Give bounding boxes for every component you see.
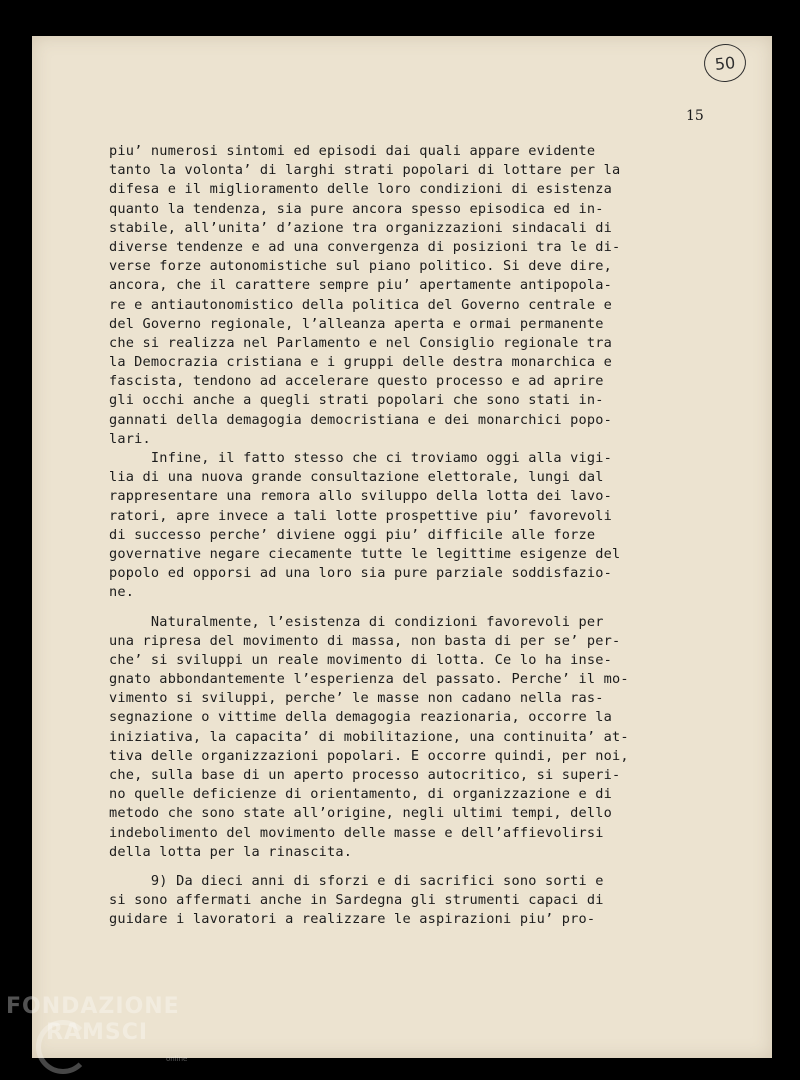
paragraph-gap xyxy=(109,862,709,872)
text-line: gli occhi anche a quegli strati popolari che sono stati in- xyxy=(109,392,604,409)
text-line: diverse tendenze e ad una convergenza di posizioni tra le di- xyxy=(109,238,621,255)
text-line: si sono affermati anche in Sardegna gli strumenti capaci di xyxy=(109,892,604,909)
text-line: ratori, apre invece a tali lotte prospettive piu’ favorevoli xyxy=(109,507,613,524)
paragraph-1 xyxy=(109,142,709,449)
text-line: gnato abbondantemente l’esperienza del passato. Perche’ il mo- xyxy=(109,671,629,688)
text-line: tanto la volonta’ di larghi strati popolari di lottare per la xyxy=(109,162,621,179)
fondazione-gramsci-watermark xyxy=(6,994,188,1063)
text-line: governative negare ciecamente tutte le legittime esigenze del xyxy=(109,545,621,562)
paragraph-gap xyxy=(109,603,709,613)
body-text xyxy=(109,142,709,930)
text-line: del Governo regionale, l’alleanza aperta e ormai permanente xyxy=(109,315,604,332)
text-line: ne. xyxy=(109,584,135,601)
text-line: iniziativa, la capacita’ di mobilitazione, una continuita’ at- xyxy=(109,728,629,745)
paragraph-2 xyxy=(109,449,709,603)
text-line: difesa e il miglioramento delle loro condizioni di esistenza xyxy=(109,181,613,198)
text-line: vimento si sviluppi, perche’ le masse non cadano nella ras- xyxy=(109,690,604,707)
text-line: rappresentare una remora allo sviluppo della lotta dei lavo- xyxy=(109,488,613,505)
text-line: una ripresa del movimento di massa, non basta di per se’ per- xyxy=(109,632,621,649)
text-line: che si realizza nel Parlamento e nel Consiglio regionale tra xyxy=(109,334,613,351)
text-line: Infine, il fatto stesso che ci troviamo oggi alla vigi- xyxy=(109,450,613,466)
text-line: quanto la tendenza, sia pure ancora spesso episodica ed in- xyxy=(109,200,604,217)
text-line: segnazione o vittime della demagogia reazionaria, occorre la xyxy=(109,709,613,726)
text-line: Naturalmente, l’esistenza di condizioni favorevoli per xyxy=(109,613,604,630)
document-page xyxy=(32,36,772,1058)
paragraph-4 xyxy=(109,872,709,930)
gramsci-logo-icon xyxy=(36,1020,90,1074)
text-line: lari. xyxy=(109,430,151,447)
text-line: ancora, che il carattere sempre piu’ apertamente antipopola- xyxy=(109,277,613,294)
text-line: metodo che sono state all’origine, negli ultimi tempi, dello xyxy=(109,805,613,822)
watermark-line-1: FONDAZIONE xyxy=(6,994,180,1019)
text-line: della lotta per la rinascita. xyxy=(109,843,353,860)
text-line: indebolimento del movimento delle masse e dell’affievolirsi xyxy=(109,824,604,841)
text-line: lia di una nuova grande consultazione elettorale, lungi dal xyxy=(109,469,604,486)
text-line: stabile, all’unita’ d’azione tra organizzazioni sindacali di xyxy=(109,219,613,236)
archive-stamp: 50 xyxy=(702,42,748,84)
text-line: verse forze autonomistiche sul piano politico. Si deve dire, xyxy=(109,258,613,275)
text-line: che’ si sviluppi un reale movimento di lotta. Ce lo ha inse- xyxy=(109,651,613,668)
text-line: guidare i lavoratori a realizzare le aspirazioni piu’ pro- xyxy=(109,911,596,928)
text-line: popolo ed opporsi ad una loro sia pure parziale soddisfazio- xyxy=(109,565,613,582)
text-line: 9) Da dieci anni di sforzi e di sacrifici sono sorti e xyxy=(109,872,604,889)
text-line: fascista, tendono ad accelerare questo processo e ad aprire xyxy=(109,373,604,390)
text-line: la Democrazia cristiana e i gruppi delle destra monarchica e xyxy=(109,354,613,371)
text-line: che, sulla base di un aperto processo autocritico, si superi- xyxy=(109,767,621,783)
text-line: tiva delle organizzazioni popolari. E occorre quindi, per noi, xyxy=(109,747,629,764)
paragraph-3 xyxy=(109,613,709,862)
text-line: no quelle deficienze di orientamento, di organizzazione e di xyxy=(109,786,613,803)
text-line: piu’ numerosi sintomi ed episodi dai quali appare evidente xyxy=(109,143,596,159)
watermark-online: online xyxy=(166,1055,188,1063)
text-line: di successo perche’ diviene oggi piu’ difficile alle forze xyxy=(109,526,596,543)
text-line: gannati della demagogia democristiana e dei monarchici popo- xyxy=(109,411,613,428)
page-number: 15 xyxy=(686,108,704,124)
watermark-line-2: RAMSCI xyxy=(46,1020,149,1045)
text-line: re e antiautonomistico della politica del Governo centrale e xyxy=(109,296,613,313)
